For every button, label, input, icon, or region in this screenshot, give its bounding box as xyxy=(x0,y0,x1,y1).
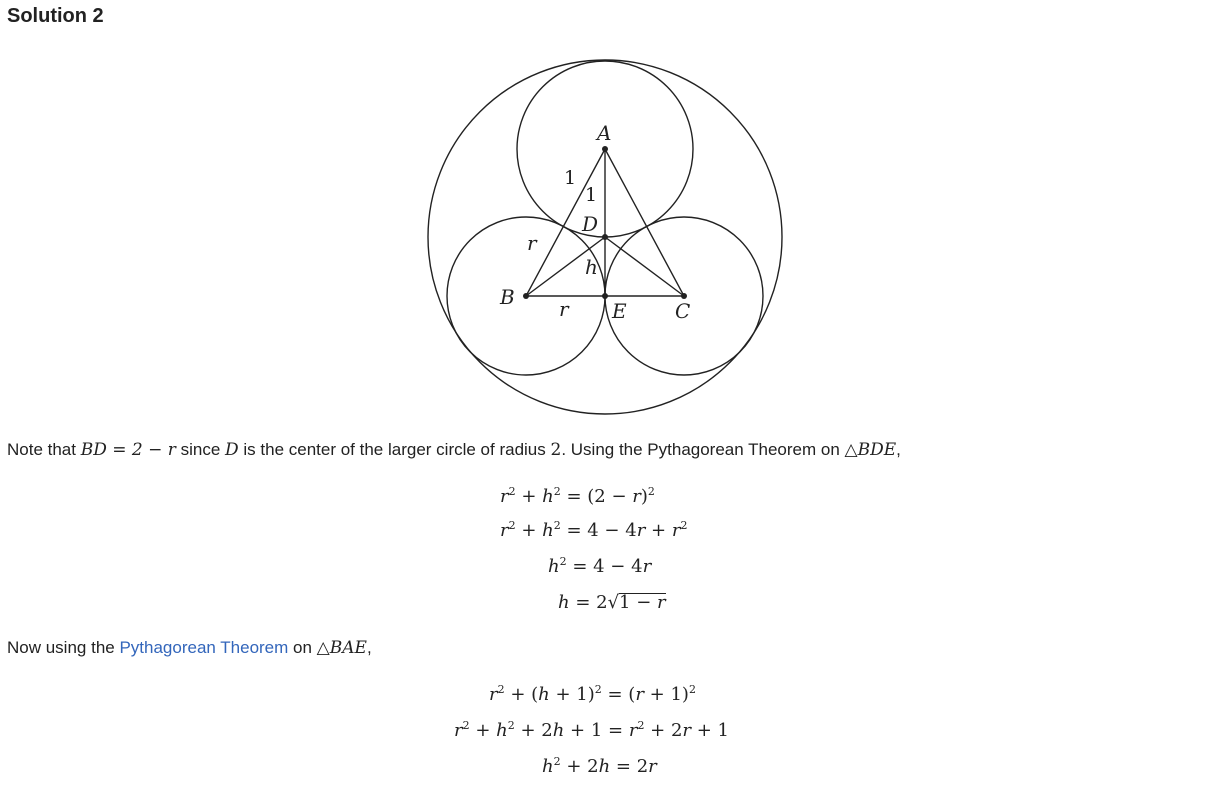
label-d: D xyxy=(582,212,599,236)
label-b: B xyxy=(500,285,515,309)
label-h: h xyxy=(585,255,598,279)
equation-7: $h^2 + 2h = 2r$ xyxy=(542,755,657,777)
pythagorean-theorem-link[interactable]: Pythagorean Theorem xyxy=(119,638,289,657)
equation-3: $h^2 = 4 - 4r$ xyxy=(548,555,652,577)
label-a: A xyxy=(597,121,612,145)
point-e xyxy=(602,293,608,299)
solution-heading: Solution 2 xyxy=(7,5,104,27)
equation-1: $r^2 + h^2 = (2 - r)^2$ xyxy=(500,485,655,507)
point-d xyxy=(602,234,608,240)
equation-2: $r^2 + h^2 = 4 - 4r + r^2$ xyxy=(500,519,688,541)
equation-6: $r^2 + h^2 + 2h + 1 = r^2 + 2r + 1$ xyxy=(454,719,730,741)
point-a xyxy=(602,146,608,152)
label-one-outer: 1 xyxy=(564,167,577,189)
label-e: E xyxy=(612,299,627,323)
equation-5: $r^2 + (h + 1)^2 = (r + 1)^2$ xyxy=(489,683,696,705)
paragraph-bd: Note that BD = 2 − r since D is the center of the larger circle of radius 2. Using the Pythagorean Theorem on △BDE, xyxy=(7,440,901,460)
label-one-inner: 1 xyxy=(585,184,598,206)
label-r-left: r xyxy=(527,231,537,255)
point-b xyxy=(523,293,529,299)
equation-4: h = 2√1 − r xyxy=(558,592,666,613)
paragraph-bae: Now using the Pythagorean Theorem on △BAE, xyxy=(7,638,372,658)
segment-cd xyxy=(605,237,684,296)
label-c: C xyxy=(675,299,691,323)
label-r-bottom: r xyxy=(559,297,569,321)
